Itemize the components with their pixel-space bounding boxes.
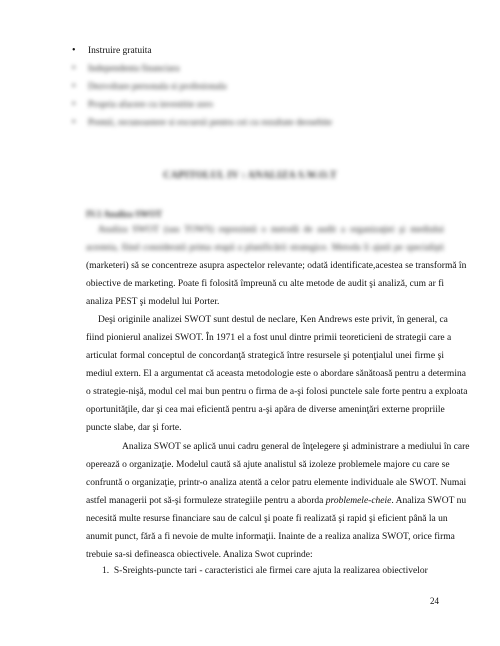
paragraph-1 (86, 221, 467, 311)
list-item-text: S-Sreights-puncte tari - caracteristici ale firmei care ajuta la realizarea obiectivelor (113, 566, 428, 576)
bullet-list (70, 42, 332, 132)
paragraph-line: (marketeri) să se concentreze asupra aspectelor relevante; odată identificate,acestea se transformă în (86, 261, 467, 271)
paragraph-line: fiind pionierul analizei SWOT. În 1971 el a fost unul dintre primii teoreticieni de strategii care a (86, 333, 452, 343)
paragraph-line: oportunităţile, dar şi cea mai eficientă pentru a-şi apăra de diverse ameninţări externe propriile (86, 405, 445, 415)
paragraph-line: Analiza SWOT (sau TOWS) reprezintă o metodă de audit a organizaţiei şi mediului (98, 225, 444, 235)
paragraph-line: mediul extern. El a argumentat că aceasta metodologie este o abordare sănătoasă pentru a determina (86, 369, 466, 379)
paragraph-line: Deşi originile analizei SWOT sunt destul de neclare, Ken Andrews este privit, în general, ca (98, 315, 448, 325)
numbered-list-item (102, 566, 428, 576)
paragraph-line: necesită multe resurse financiare sau de calcul şi poate fi realizată şi rapid şi eficient până la un (86, 514, 448, 524)
bullet-item: • Instruire gratuita (70, 42, 332, 60)
paragraph-text: . Analiza SWOT nu (391, 496, 467, 506)
bullet-item: • Propria afacere cu investitie zero (70, 96, 332, 114)
paragraph-line: confruntă o organizaţie, printr-o analiza atentă a celor patru elemente individuale ale SWOT. Numai (86, 478, 467, 488)
paragraph-line: acesteia, fiind considerată prima etapă a planificării strategice. Metoda îi ajută pe specialişti (86, 243, 444, 253)
paragraph-line: puncte slabe, dar şi forte. (86, 423, 182, 433)
bullet-item: • Dezvoltare personala si profesionala (70, 78, 332, 96)
paragraph-3 (86, 438, 470, 564)
bullet-item: • Independenta financiara (70, 60, 332, 78)
paragraph-line: anumit punct, fără a fi nevoie de multe informaţii. Inainte de a realiza analiza SWOT, orice firma (86, 532, 455, 542)
paragraph-line (86, 492, 467, 510)
paragraph-line: obiective de marketing. Poate fi folosită împreună cu alte metode de audit şi analiză, cum ar fi (86, 279, 444, 289)
bullet-item: • Premii, recunoastere si excursii pentru cei cu rezultate deosebite (70, 114, 332, 132)
chapter-title: CAPITOLUL IV : ANALIZA S.W.O.T (163, 170, 337, 181)
emphasis-text: problemele-cheie (325, 496, 392, 506)
paragraph-text: astfel managerii pot să-şi formuleze strategiile pentru a aborda (86, 496, 324, 506)
paragraph-line: articulat formal conceptul de concordanţă strategică între resursele şi potenţialul unei firme şi (86, 351, 444, 361)
section-title: IV.1 Analiza SWOT (86, 209, 163, 219)
paragraph-line: trebuie sa-si defineasca obiectivele. Analiza Swot cuprinde: (86, 550, 313, 560)
paragraph-line: operează o organizaţie. Modelul caută să ajute analistul să izoleze problemele majore cu care se (86, 460, 450, 470)
list-number: 1. (102, 566, 110, 576)
paragraph-line: Analiza SWOT se aplică unui cadru general de înţelegere şi administrare a mediului în care (122, 442, 470, 452)
page-number: 24 (430, 596, 439, 606)
paragraph-line: analiza PEST şi modelul lui Porter. (86, 297, 220, 307)
paragraph-2 (86, 311, 468, 437)
paragraph-line: o strategie-nişă, modul cel mai bun pentru o firma de a-şi folosi punctele sale forte pentru a exploata (86, 387, 468, 397)
